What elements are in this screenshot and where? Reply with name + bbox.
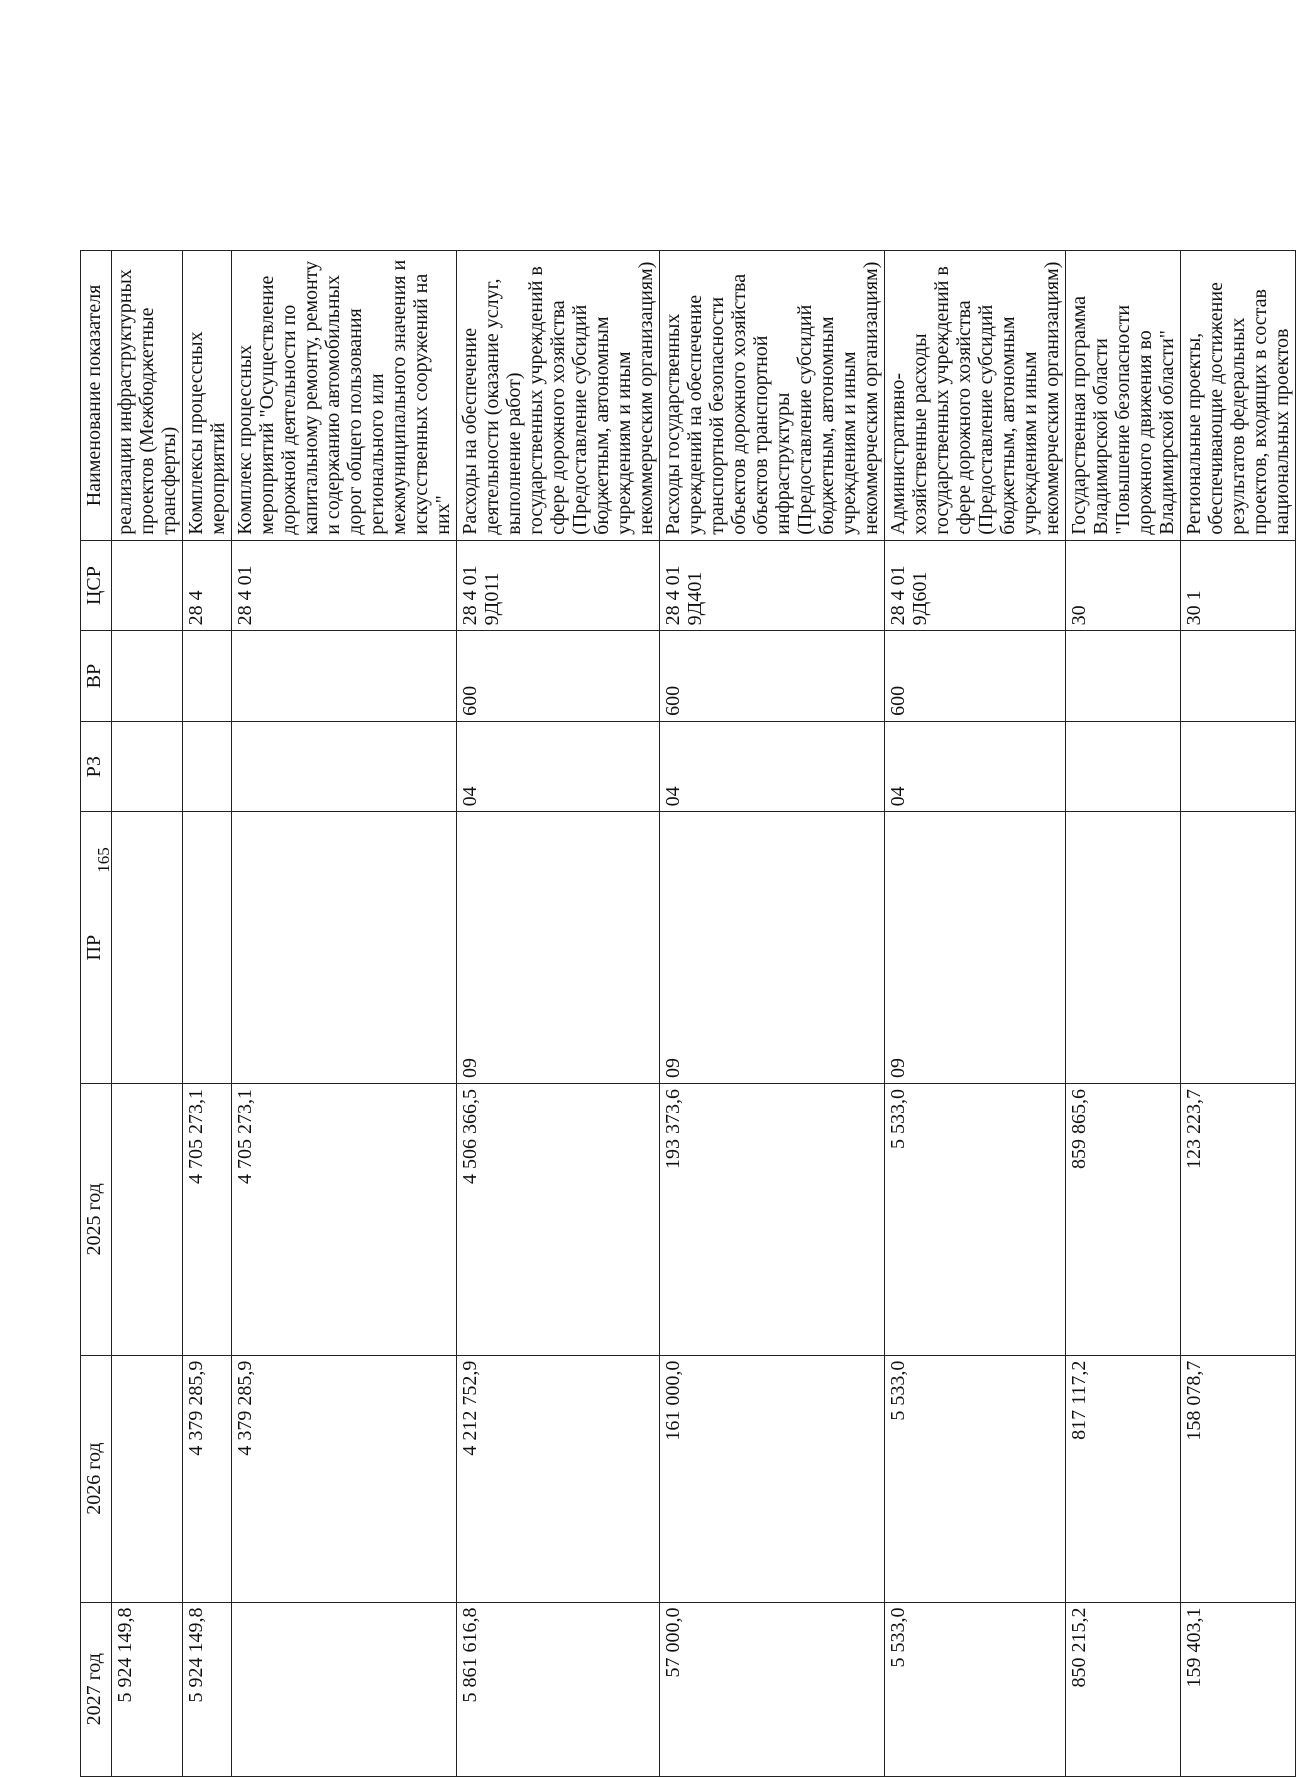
cell-y2026: 4 379 285,9 — [183, 1355, 232, 1602]
table-row — [660, 200, 885, 1777]
cell-name: Комплекс процессных мероприятий "Осуществление дорожной деятельности по капитальному ремонту, ремонту и содержанию автомобильных дорог общего пользования регионального или межмуниципального значения и искусственных сооружений на них" — [232, 251, 457, 541]
table-row — [457, 200, 660, 1777]
cell-y2025: 4 705 273,1 — [232, 1084, 457, 1356]
cell-pr — [1066, 812, 1181, 1084]
cell-vr — [1181, 631, 1296, 722]
cell-y2025 — [112, 1084, 183, 1356]
table-row — [1066, 200, 1181, 1777]
cell-y2026: 817 117,2 — [1066, 1355, 1181, 1602]
header-year-2026: 2026 год — [81, 1355, 112, 1602]
cell-csr: 30 1 — [1181, 540, 1296, 631]
cell-rz — [1066, 721, 1181, 812]
cell-name: Комплексы процессных мероприятий — [183, 251, 232, 541]
header-year-2025: 2025 год — [81, 1084, 112, 1356]
cell-csr: 28 4 01 9Д401 — [660, 540, 885, 631]
cell-pr — [1181, 812, 1296, 1084]
cell-vr — [1066, 631, 1181, 722]
cell-y2026: 4 212 752,9 — [457, 1355, 660, 1602]
cell-vr — [232, 631, 457, 722]
cell-rz — [112, 721, 183, 812]
header-rz: РЗ — [81, 721, 112, 812]
cell-vr: 600 — [885, 631, 1066, 722]
cell-pr — [232, 812, 457, 1084]
cell-csr — [112, 540, 183, 631]
cell-vr — [183, 631, 232, 722]
cell-csr: 28 4 — [183, 540, 232, 631]
cell-y2025: 123 223,7 — [1181, 1084, 1296, 1356]
cell-name: Административно-хозяйственные расходы государственных учреждений в сфере дорожного хозяйства (Предоставление субсидий бюджетным, автономным учреждениям и иным некоммерческим организациям) — [885, 251, 1066, 541]
cell-name: реализации инфраструктурных проектов (Межбюджетные трансферты) — [112, 251, 183, 541]
table-row — [232, 200, 457, 1777]
cell-y2025: 5 533,0 — [885, 1084, 1066, 1356]
cell-name: Региональные проекты, обеспечивающие достижение результатов федеральных проектов, входящих в состав национальных проектов — [1181, 251, 1296, 541]
cell-rz — [1181, 721, 1296, 812]
cell-y2027: 5 533,0 — [885, 1602, 1066, 1776]
cell-pr — [112, 812, 183, 1084]
cell-y2025: 4 705 273,1 — [183, 1084, 232, 1356]
cell-rz: 04 — [457, 721, 660, 812]
table-row — [1181, 200, 1296, 1777]
cell-csr: 28 4 01 9Д011 — [457, 540, 660, 631]
cell-y2026: 4 379 285,9 — [232, 1355, 457, 1602]
cell-y2026: 158 078,7 — [1181, 1355, 1296, 1602]
table-row — [885, 200, 1066, 1777]
cell-rz: 04 — [885, 721, 1066, 812]
cell-y2027: 159 403,1 — [1181, 1602, 1296, 1776]
cell-y2027: 5 861 616,8 — [457, 1602, 660, 1776]
cell-pr: 09 — [660, 812, 885, 1084]
cell-y2025: 193 373,6 — [660, 1084, 885, 1356]
header-name: Наименование показателя — [81, 251, 112, 541]
header-vr: ВР — [81, 631, 112, 722]
table-header-row — [81, 200, 112, 1777]
cell-rz — [183, 721, 232, 812]
header-pr: ПР — [81, 812, 112, 1084]
cell-name: Расходы на обеспечение деятельности (оказание услуг, выполнение работ) государственных учреждений в сфере дорожного хозяйства (Предоставление субсидий бюджетным, автономным учреждениям и иным некоммерческим организациям) — [457, 251, 660, 541]
cell-y2027: 5 924 149,8 — [183, 1602, 232, 1776]
cell-y2027: 57 000,0 — [660, 1602, 885, 1776]
cell-y2027 — [232, 1602, 457, 1776]
cell-vr: 600 — [457, 631, 660, 722]
header-year-2027: 2027 год — [81, 1602, 112, 1776]
cell-rz: 04 — [660, 721, 885, 812]
cell-name: Расходы государственных учреждений на обеспечение транспортной безопасности объектов дорожного хозяйства объектов транспортной инфраструктуры (Предоставление субсидий бюджетным, автономным учреждениям и иным некоммерческим организациям) — [660, 251, 885, 541]
cell-pr: 09 — [885, 812, 1066, 1084]
cell-pr — [183, 812, 232, 1084]
cell-vr — [112, 631, 183, 722]
cell-y2025: 4 506 366,5 — [457, 1084, 660, 1356]
budget-table — [80, 199, 1296, 1777]
cell-vr: 600 — [660, 631, 885, 722]
cell-y2025: 859 865,6 — [1066, 1084, 1181, 1356]
cell-name: Государственная программа Владимирской области "Повышение безопасности дорожного движения во Владимирской области" — [1066, 251, 1181, 541]
cell-pr: 09 — [457, 812, 660, 1084]
cell-y2026: 161 000,0 — [660, 1355, 885, 1602]
cell-y2026 — [112, 1355, 183, 1602]
table-row — [183, 200, 232, 1777]
cell-y2027: 850 215,2 — [1066, 1602, 1181, 1776]
header-csr: ЦСР — [81, 540, 112, 631]
table-row — [112, 200, 183, 1777]
page-number: 165 — [94, 847, 113, 873]
cell-csr: 30 — [1066, 540, 1181, 631]
cell-csr: 28 4 01 9Д601 — [885, 540, 1066, 631]
cell-rz — [232, 721, 457, 812]
cell-y2027: 5 924 149,8 — [112, 1602, 183, 1776]
cell-y2026: 5 533,0 — [885, 1355, 1066, 1602]
cell-csr: 28 4 01 — [232, 540, 457, 631]
